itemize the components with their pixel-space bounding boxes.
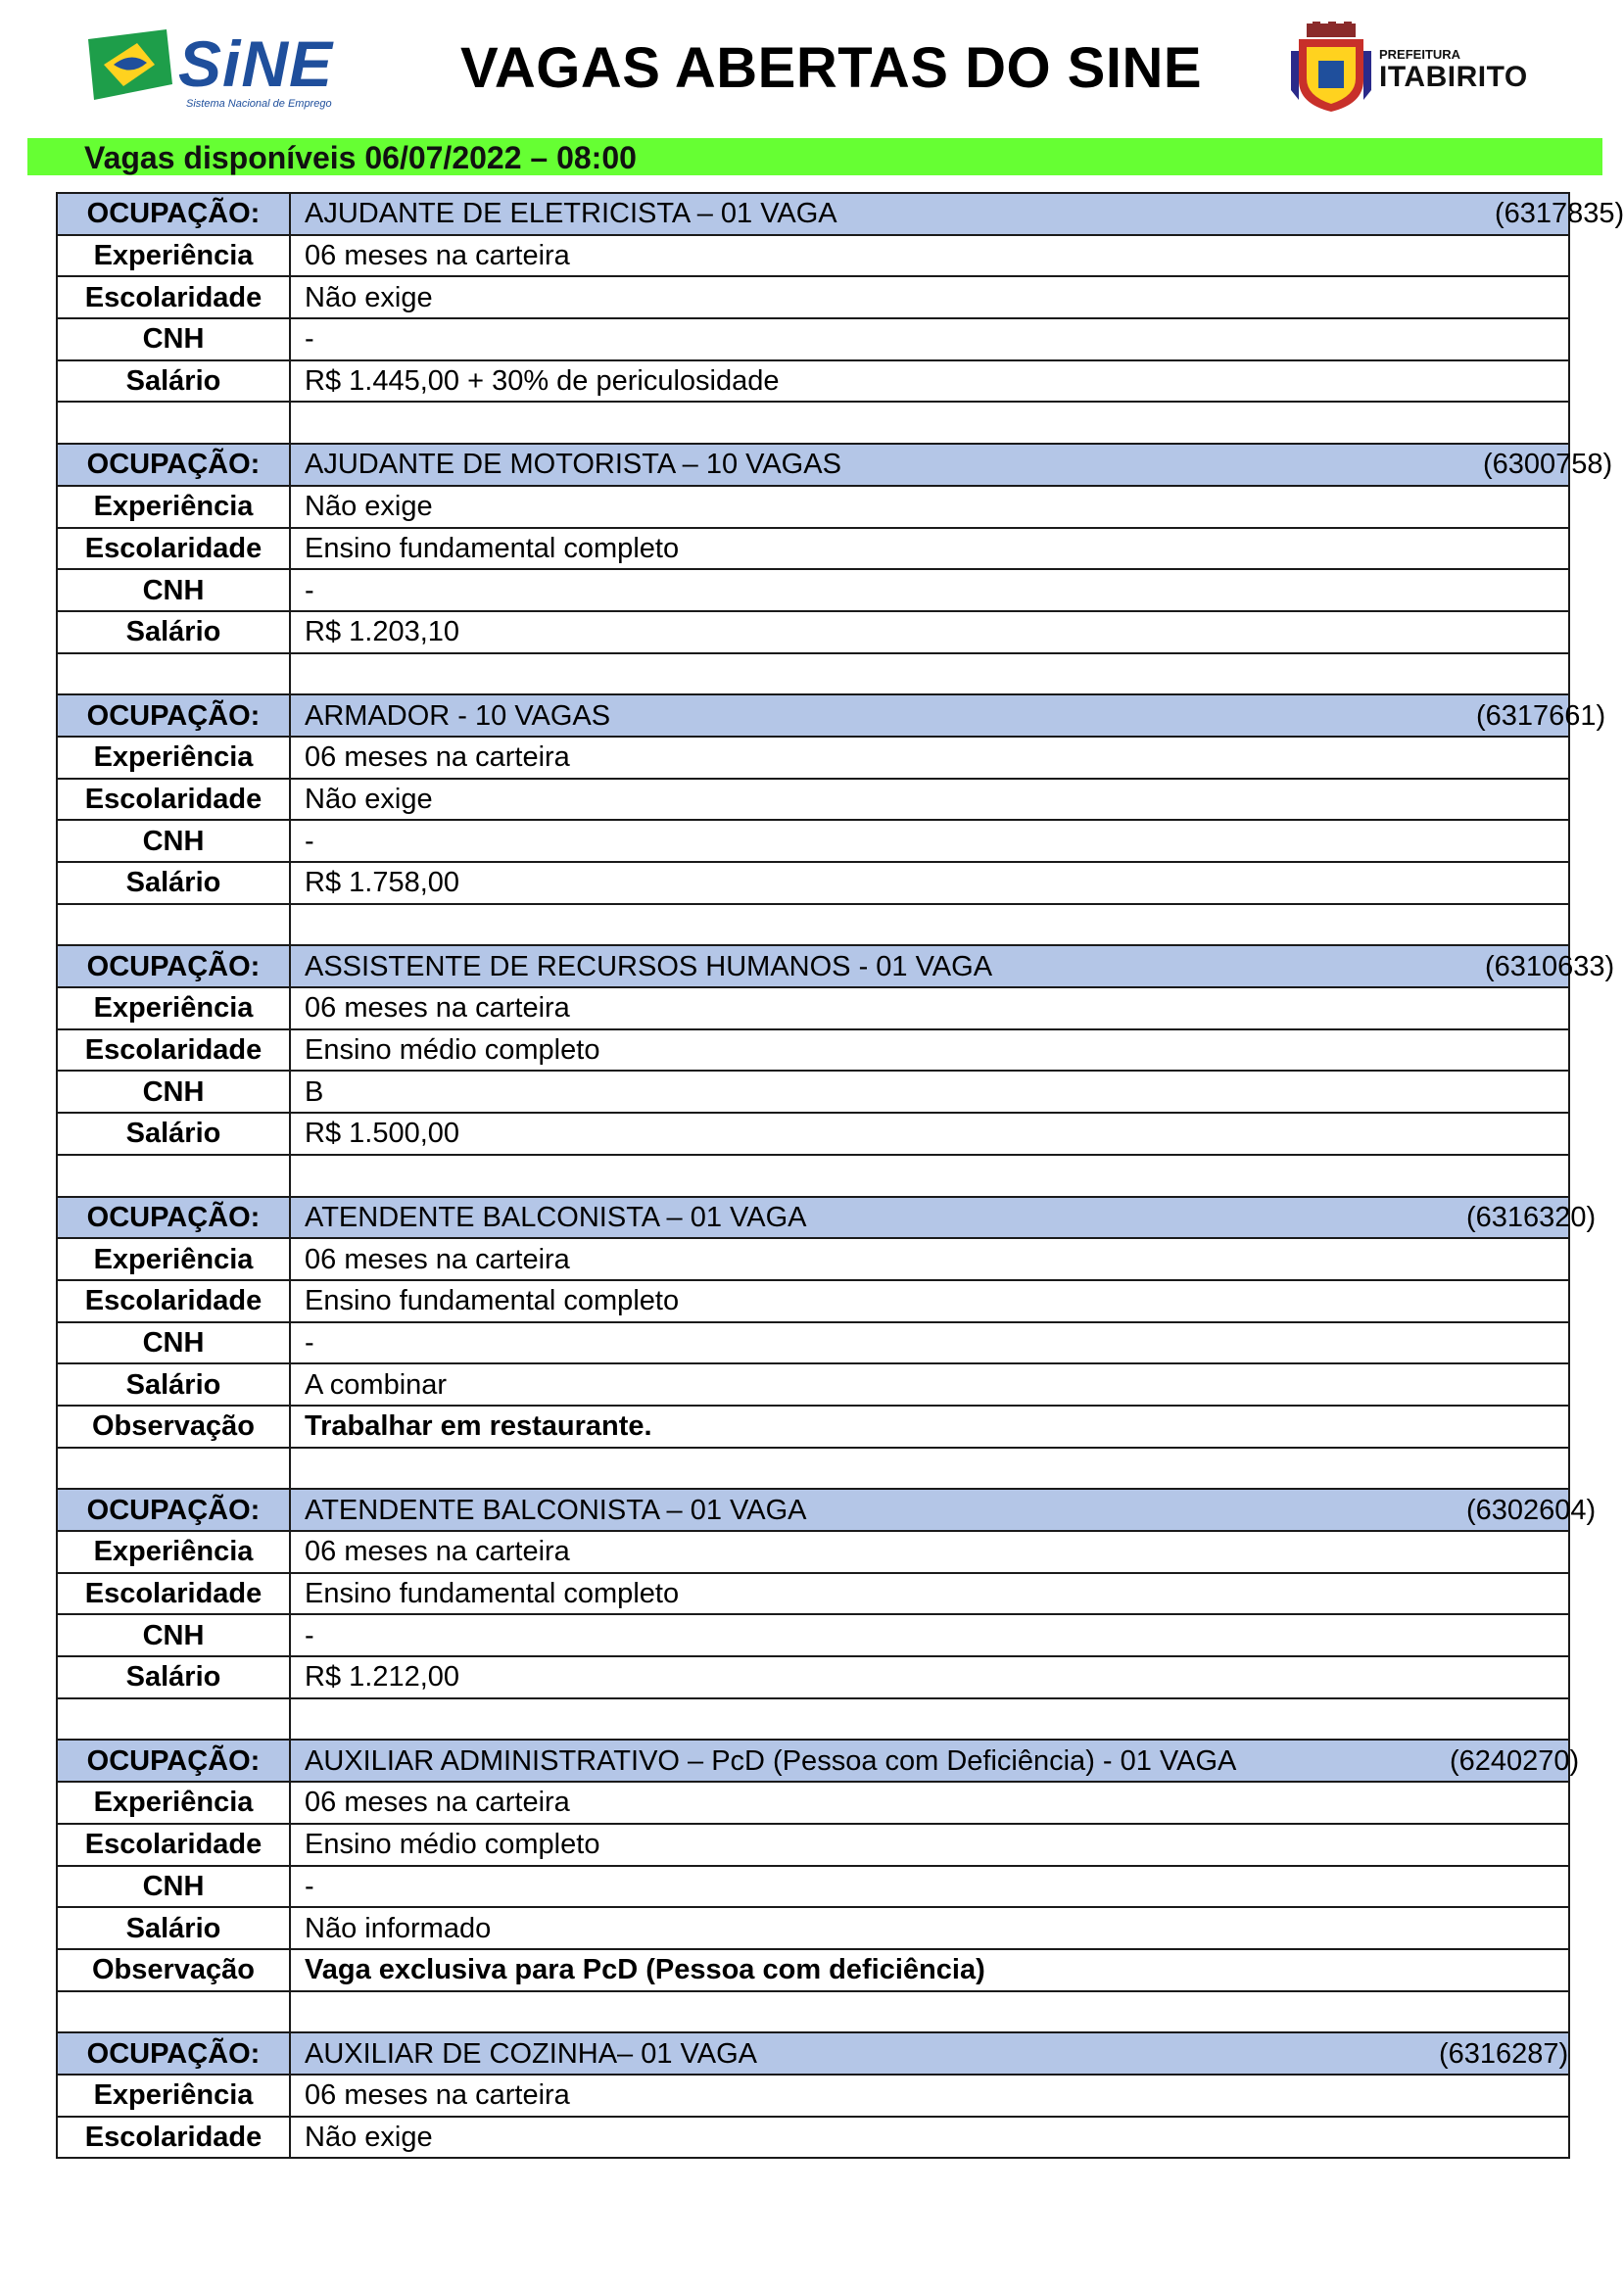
spacer-cell — [290, 1155, 1569, 1197]
escolaridade-row — [57, 1029, 1569, 1072]
salario-value: Não informado — [290, 1907, 1569, 1949]
occupation-title: ARMADOR - 10 VAGAS — [305, 699, 611, 732]
spacer-cell — [290, 1698, 1569, 1741]
salario-label: Salário — [57, 360, 290, 403]
escolaridade-label: Escolaridade — [57, 2117, 290, 2159]
salario-value: R$ 1.500,00 — [290, 1113, 1569, 1155]
spacer-cell — [57, 402, 290, 444]
escolaridade-row — [57, 779, 1569, 821]
observacao-row — [57, 1406, 1569, 1448]
experiencia-label: Experiência — [57, 1531, 290, 1573]
occupation-cell — [290, 2032, 1569, 2075]
escolaridade-label: Escolaridade — [57, 779, 290, 821]
escolaridade-row — [57, 1280, 1569, 1322]
salario-label: Salário — [57, 1656, 290, 1698]
escolaridade-value: Não exige — [290, 779, 1569, 821]
occupation-cell — [290, 193, 1624, 235]
occupation-label: OCUPAÇÃO: — [57, 193, 290, 235]
occupation-title: AJUDANTE DE ELETRICISTA – 01 VAGA — [305, 198, 837, 230]
experiencia-row — [57, 987, 1569, 1029]
experiencia-value: 06 meses na carteira — [290, 737, 1569, 779]
occupation-row — [57, 1197, 1569, 1239]
experiencia-value: 06 meses na carteira — [290, 1531, 1569, 1573]
spacer-cell — [57, 653, 290, 695]
occupation-row — [57, 1489, 1569, 1531]
experiencia-row — [57, 2075, 1569, 2117]
salario-value: R$ 1.445,00 + 30% de periculosidade — [290, 360, 1569, 403]
spacer-row — [57, 1991, 1569, 2033]
escolaridade-label: Escolaridade — [57, 1824, 290, 1866]
cnh-label: CNH — [57, 1322, 290, 1364]
prefeitura-logo — [1289, 22, 1534, 116]
occupation-code: (6317835) — [1495, 198, 1624, 230]
cnh-value: - — [290, 1322, 1569, 1364]
sine-logo-subtitle: Sistema Nacional de Emprego — [186, 98, 332, 110]
experiencia-row — [57, 1238, 1569, 1280]
spacer-row — [57, 1155, 1569, 1197]
occupation-row — [57, 193, 1569, 235]
spacer-cell — [290, 1991, 1569, 2033]
experiencia-row — [57, 1531, 1569, 1573]
sine-logo — [84, 25, 358, 114]
experiencia-row — [57, 486, 1569, 528]
salario-row — [57, 360, 1569, 403]
salario-row — [57, 862, 1569, 904]
occupation-label: OCUPAÇÃO: — [57, 694, 290, 737]
occupation-row — [57, 444, 1569, 486]
cnh-label: CNH — [57, 1866, 290, 1908]
occupation-code: (6310633) — [1485, 950, 1615, 982]
escolaridade-label: Escolaridade — [57, 528, 290, 570]
experiencia-label: Experiência — [57, 235, 290, 277]
spacer-cell — [57, 1991, 290, 2033]
occupation-label: OCUPAÇÃO: — [57, 1740, 290, 1782]
spacer-row — [57, 1448, 1569, 1490]
escolaridade-value: Ensino médio completo — [290, 1824, 1569, 1866]
salario-row — [57, 1907, 1569, 1949]
occupation-code: (6300758) — [1483, 449, 1613, 481]
occupation-title: AUXILIAR ADMINISTRATIVO – PcD (Pessoa com Deficiência) - 01 VAGA — [305, 1744, 1237, 1777]
cnh-row — [57, 1614, 1569, 1656]
occupation-cell — [290, 1489, 1597, 1531]
escolaridade-value: Ensino fundamental completo — [290, 1280, 1569, 1322]
escolaridade-row — [57, 2117, 1569, 2159]
occupation-code: (6240270) — [1450, 1744, 1580, 1777]
occupation-label: OCUPAÇÃO: — [57, 444, 290, 486]
experiencia-label: Experiência — [57, 2075, 290, 2117]
observacao-label: Observação — [57, 1406, 290, 1448]
escolaridade-value: Não exige — [290, 2117, 1569, 2159]
salario-label: Salário — [57, 1907, 290, 1949]
experiencia-value: 06 meses na carteira — [290, 1782, 1569, 1824]
occupation-code: (6317661) — [1476, 699, 1606, 732]
escolaridade-row — [57, 276, 1569, 318]
coat-of-arms-icon — [1289, 22, 1373, 116]
spacer-cell — [57, 1448, 290, 1490]
occupation-title: AJUDANTE DE MOTORISTA – 10 VAGAS — [305, 449, 841, 481]
spacer-cell — [290, 904, 1569, 946]
cnh-value: - — [290, 318, 1569, 360]
experiencia-value: 06 meses na carteira — [290, 1238, 1569, 1280]
cnh-label: CNH — [57, 1071, 290, 1113]
cnh-label: CNH — [57, 820, 290, 862]
salario-label: Salário — [57, 862, 290, 904]
occupation-code: (6316287) — [1439, 2037, 1569, 2070]
observacao-value: Vaga exclusiva para PcD (Pessoa com deficiência) — [290, 1949, 1569, 1991]
salario-value: R$ 1.758,00 — [290, 862, 1569, 904]
cnh-row — [57, 569, 1569, 611]
spacer-row — [57, 904, 1569, 946]
escolaridade-value: Ensino médio completo — [290, 1029, 1569, 1072]
escolaridade-value: Não exige — [290, 276, 1569, 318]
escolaridade-label: Escolaridade — [57, 276, 290, 318]
experiencia-label: Experiência — [57, 486, 290, 528]
spacer-cell — [57, 1155, 290, 1197]
salario-row — [57, 1656, 1569, 1698]
occupation-label: OCUPAÇÃO: — [57, 945, 290, 987]
occupation-cell — [290, 1197, 1597, 1239]
occupation-label: OCUPAÇÃO: — [57, 1197, 290, 1239]
spacer-cell — [290, 1448, 1569, 1490]
escolaridade-row — [57, 528, 1569, 570]
occupation-row — [57, 945, 1569, 987]
experiencia-label: Experiência — [57, 987, 290, 1029]
cnh-row — [57, 1322, 1569, 1364]
occupation-code: (6316320) — [1466, 1201, 1597, 1233]
spacer-cell — [57, 1698, 290, 1741]
spacer-row — [57, 653, 1569, 695]
jobs-table — [56, 192, 1624, 2159]
cnh-label: CNH — [57, 1614, 290, 1656]
occupation-row — [57, 694, 1569, 737]
cnh-row — [57, 1866, 1569, 1908]
cnh-value: - — [290, 1866, 1569, 1908]
salario-row — [57, 611, 1569, 653]
occupation-cell — [290, 945, 1615, 987]
cnh-value: - — [290, 569, 1569, 611]
escolaridade-value: Ensino fundamental completo — [290, 528, 1569, 570]
occupation-row — [57, 1740, 1569, 1782]
observacao-label: Observação — [57, 1949, 290, 1991]
occupation-code: (6302604) — [1466, 1494, 1597, 1526]
salario-row — [57, 1113, 1569, 1155]
occupation-title: AUXILIAR DE COZINHA– 01 VAGA — [305, 2037, 757, 2070]
spacer-cell — [290, 653, 1569, 695]
escolaridade-label: Escolaridade — [57, 1280, 290, 1322]
date-banner-text: Vagas disponíveis 06/07/2022 – 08:00 — [84, 140, 637, 175]
experiencia-value: Não exige — [290, 486, 1569, 528]
spacer-row — [57, 1698, 1569, 1741]
occupation-cell — [290, 444, 1613, 486]
observacao-row — [57, 1949, 1569, 1991]
occupation-label: OCUPAÇÃO: — [57, 1489, 290, 1531]
cnh-label: CNH — [57, 569, 290, 611]
observacao-value: Trabalhar em restaurante. — [290, 1406, 1569, 1448]
salario-label: Salário — [57, 1363, 290, 1406]
experiencia-label: Experiência — [57, 737, 290, 779]
experiencia-row — [57, 737, 1569, 779]
escolaridade-label: Escolaridade — [57, 1573, 290, 1615]
experiencia-value: 06 meses na carteira — [290, 235, 1569, 277]
cnh-row — [57, 318, 1569, 360]
cnh-value: - — [290, 1614, 1569, 1656]
page-header — [0, 0, 1620, 137]
occupation-title: ASSISTENTE DE RECURSOS HUMANOS - 01 VAGA — [305, 950, 993, 982]
brazil-flag-icon — [84, 25, 178, 114]
escolaridade-row — [57, 1573, 1569, 1615]
cnh-value: - — [290, 820, 1569, 862]
cnh-row — [57, 820, 1569, 862]
occupation-cell — [290, 694, 1606, 737]
salario-value: A combinar — [290, 1363, 1569, 1406]
experiencia-row — [57, 1782, 1569, 1824]
cnh-label: CNH — [57, 318, 290, 360]
city-name: ITABIRITO — [1379, 61, 1528, 93]
salario-value: R$ 1.212,00 — [290, 1656, 1569, 1698]
salario-label: Salário — [57, 611, 290, 653]
cnh-row — [57, 1071, 1569, 1113]
salario-label: Salário — [57, 1113, 290, 1155]
date-banner — [27, 138, 1602, 175]
experiencia-value: 06 meses na carteira — [290, 987, 1569, 1029]
occupation-row — [57, 2032, 1569, 2075]
spacer-cell — [290, 402, 1569, 444]
sine-logo-text: SiNE — [178, 27, 334, 100]
spacer-row — [57, 402, 1569, 444]
occupation-label: OCUPAÇÃO: — [57, 2032, 290, 2075]
occupation-cell — [290, 1740, 1580, 1782]
occupation-title: ATENDENTE BALCONISTA – 01 VAGA — [305, 1494, 807, 1526]
salario-row — [57, 1363, 1569, 1406]
experiencia-row — [57, 235, 1569, 277]
salario-value: R$ 1.203,10 — [290, 611, 1569, 653]
experiencia-value: 06 meses na carteira — [290, 2075, 1569, 2117]
prefeitura-label: PREFEITURA — [1379, 47, 1461, 62]
page-title: VAGAS ABERTAS DO SINE — [460, 36, 1203, 100]
escolaridade-value: Ensino fundamental completo — [290, 1573, 1569, 1615]
escolaridade-row — [57, 1824, 1569, 1866]
spacer-cell — [57, 904, 290, 946]
experiencia-label: Experiência — [57, 1238, 290, 1280]
occupation-title: ATENDENTE BALCONISTA – 01 VAGA — [305, 1201, 807, 1233]
cnh-value: B — [290, 1071, 1569, 1113]
experiencia-label: Experiência — [57, 1782, 290, 1824]
escolaridade-label: Escolaridade — [57, 1029, 290, 1072]
